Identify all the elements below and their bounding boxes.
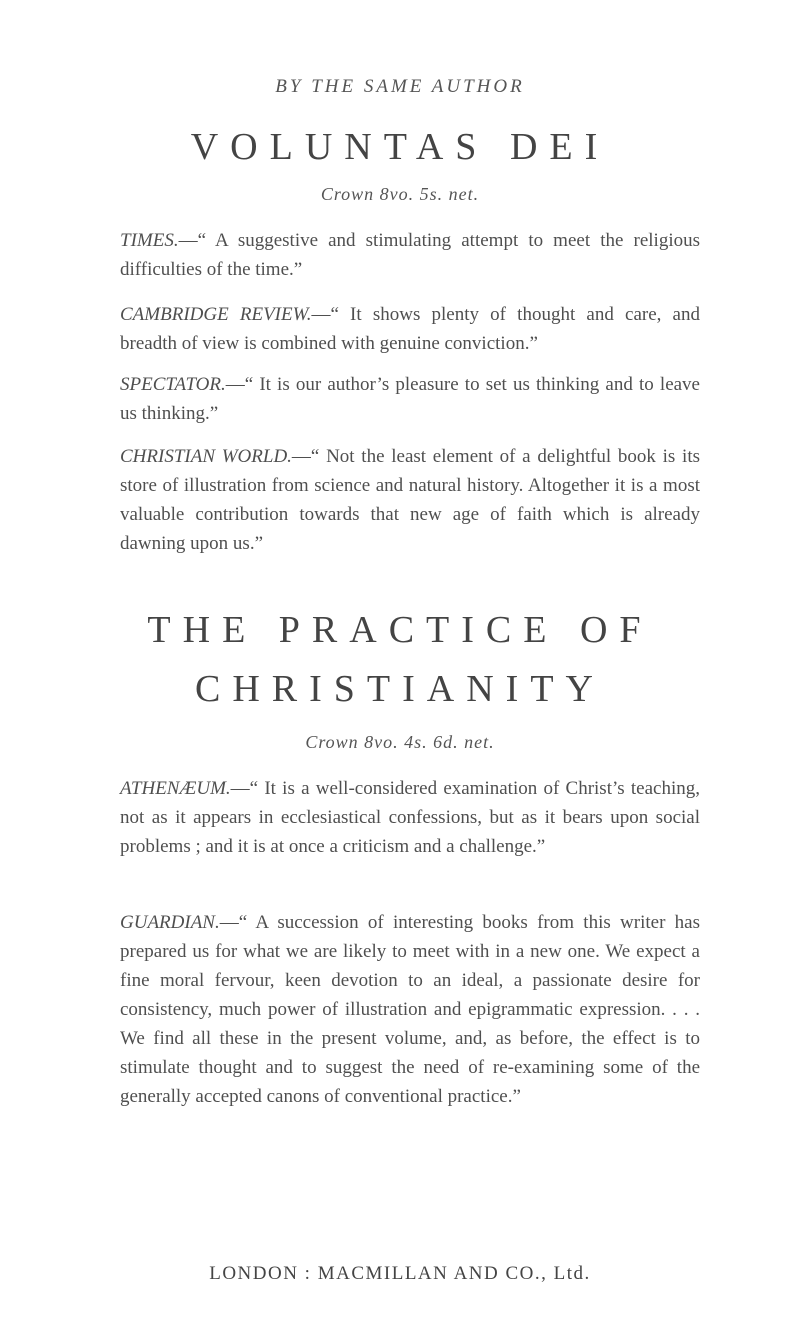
review-source: TIMES. xyxy=(120,230,179,251)
review-text: —“ It is a well-considered examination of Christ’s teaching, not as it appears in ecclesiastical confessions, but as it bears upon social problems ; and it is at once a criticism and a challenge.” xyxy=(120,778,700,857)
book-price-practice: Crown 8vo. 4s. 6d. net. xyxy=(305,732,495,752)
review-christian-world xyxy=(120,442,700,558)
book-title-practice-line2: CHRISTIANITY xyxy=(195,668,605,710)
review-cambridge xyxy=(120,300,700,358)
review-times xyxy=(120,226,700,284)
review-text: —“ A suggestive and stimulating attempt to meet the religious difficulties of the time.” xyxy=(120,230,700,280)
page-header: BY THE SAME AUTHOR xyxy=(275,76,525,97)
review-text: —“ Not the least element of a delightful book is its store of illustration from science and natural history. Altogether it is a most valuable contribution towards that new age of faith which is already dawning upon us.” xyxy=(120,446,700,554)
review-source: GUARDIAN. xyxy=(120,912,220,933)
book-title-voluntas-dei: VOLUNTAS DEI xyxy=(190,126,610,168)
book-price-voluntas-dei: Crown 8vo. 5s. net. xyxy=(320,184,480,204)
review-text: —“ It is our author’s pleasure to set us thinking and to leave us thinking.” xyxy=(120,374,700,424)
review-athenaeum xyxy=(120,774,700,861)
review-spectator xyxy=(120,370,700,428)
publisher-imprint: LONDON : MACMILLAN AND CO., Ltd. xyxy=(209,1263,591,1284)
review-source: CHRISTIAN WORLD. xyxy=(120,446,292,467)
review-source: ATHENÆUM. xyxy=(120,778,231,799)
review-guardian xyxy=(120,908,700,1111)
review-source: SPECTATOR. xyxy=(120,374,226,395)
book-title-practice-line1: THE PRACTICE OF xyxy=(147,609,653,651)
review-text: —“ A succession of interesting books from this writer has prepared us for what we are likely to meet with in a new one. We expect a fine moral fervour, keen devotion to an ideal, a passionate desire for consistency, much power of illustration and epigrammatic expression. . . . We find all these in the present volume, and, as before, the effect is to stimulate thought and to suggest the need of re-examining some of the generally accepted canons of conventional practice.” xyxy=(120,912,700,1107)
review-source: CAMBRIDGE REVIEW. xyxy=(120,304,312,325)
review-text: —“ It shows plenty of thought and care, and breadth of view is combined with genuine conviction.” xyxy=(120,304,700,354)
